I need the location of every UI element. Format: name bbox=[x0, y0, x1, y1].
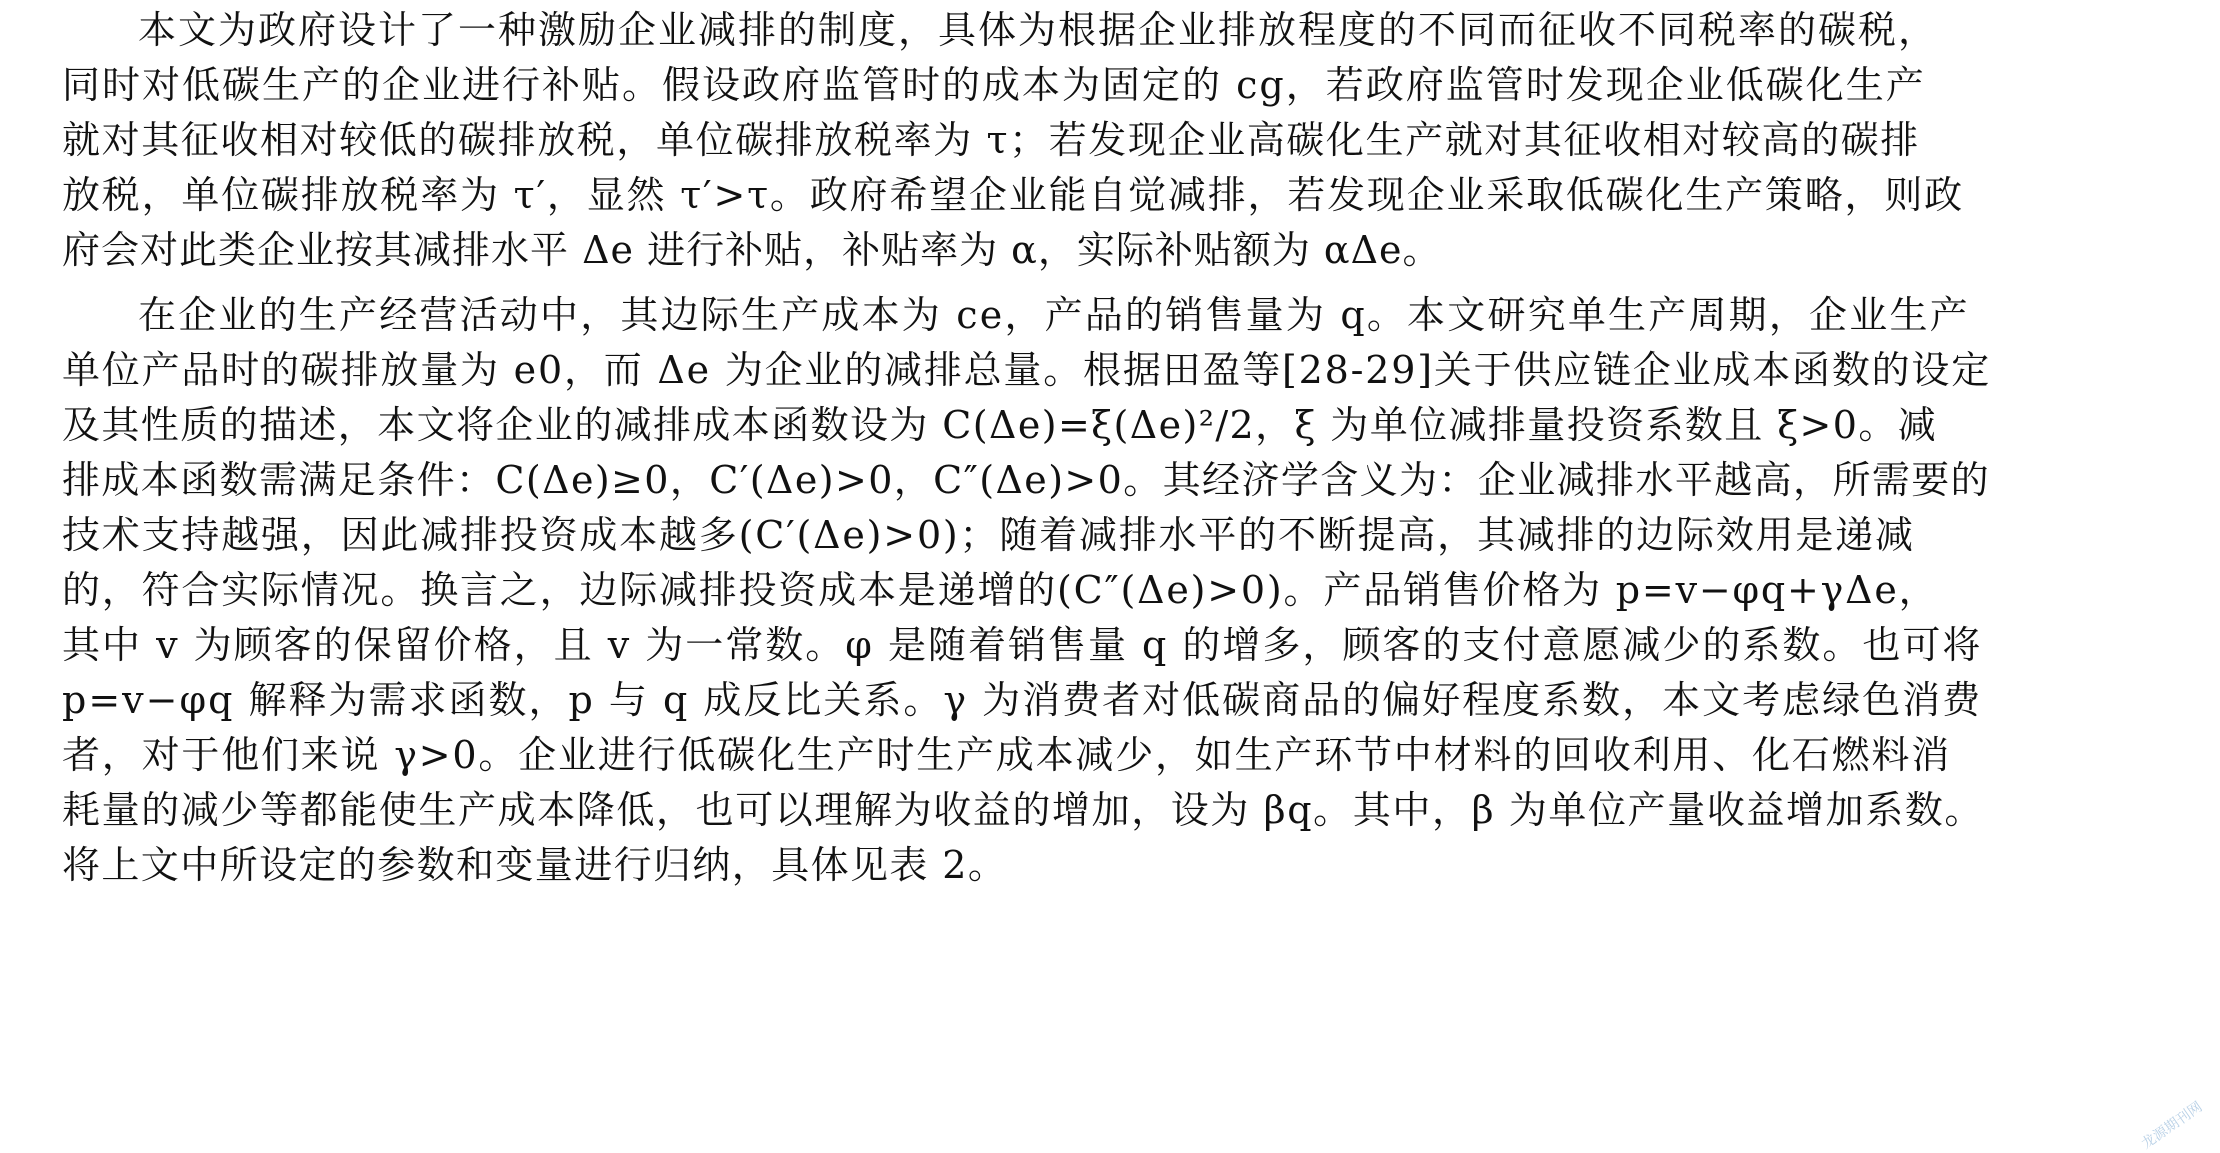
text-line: 排成本函数需满足条件：C(Δe)≥0，C′(Δe)>0，C″(Δe)>0。其经济学含义为：企业减排水平越高，所需要的 bbox=[62, 458, 1991, 502]
text-line: 的，符合实际情况。换言之，边际减排投资成本是递增的(C″(Δe)>0)。产品销售价格为 p=v−φq+γΔe， bbox=[62, 568, 1939, 612]
watermark: 龙源期刊网 bbox=[2138, 1099, 2206, 1153]
text-line: 单位产品时的碳排放量为 e0，而 Δe 为企业的减排总量。根据田盈等[28-29]关于供应链企业成本函数的设定 bbox=[62, 348, 1992, 392]
text-line: 者，对于他们来说 γ>0。企业进行低碳化生产时生产成本减少，如生产环节中材料的回收利用、化石燃料消 bbox=[62, 733, 1952, 777]
text-line: 耗量的减少等都能使生产成本降低，也可以理解为收益的增加，设为 βq。其中，β 为单位产量收益增加系数。 bbox=[62, 788, 1985, 832]
text-line: 本文为政府设计了一种激励企业减排的制度，具体为根据企业排放程度的不同而征收不同税率的碳税， bbox=[138, 8, 1939, 52]
text-line: 技术支持越强，因此减排投资成本越多(C′(Δe)>0)；随着减排水平的不断提高，其减排的边际效用是递减 bbox=[62, 513, 1915, 557]
text-line: 将上文中所设定的参数和变量进行归纳，具体见表 2。 bbox=[62, 843, 1008, 887]
text-line: 及其性质的描述，本文将企业的减排成本函数设为 C(Δe)=ξ(Δe)²/2，ξ 为单位减排量投资系数且 ξ>0。减 bbox=[62, 403, 1938, 447]
text-line: 放税，单位碳排放税率为 τ′，显然 τ′>τ。政府希望企业能自觉减排，若发现企业采取低碳化生产策略，则政 bbox=[62, 173, 1964, 217]
text-line: 其中 v 为顾客的保留价格，且 v 为一常数。φ 是随着销售量 q 的增多，顾客的支付意愿减少的系数。也可将 bbox=[62, 623, 1983, 667]
text-line: 就对其征收相对较低的碳排放税，单位碳排放税率为 τ；若发现企业高碳化生产就对其征收相对较高的碳排 bbox=[62, 118, 1920, 162]
text-line: 府会对此类企业按其减排水平 Δe 进行补贴，补贴率为 α，实际补贴额为 αΔe。 bbox=[62, 228, 1442, 272]
text-line: p=v−φq 解释为需求函数，p 与 q 成反比关系。γ 为消费者对低碳商品的偏好程度系数，本文考虑绿色消费 bbox=[62, 678, 1983, 722]
text-line: 同时对低碳生产的企业进行补贴。假设政府监管时的成本为固定的 cg，若政府监管时发现企业低碳化生产 bbox=[62, 63, 1926, 107]
text-line: 在企业的生产经营活动中，其边际生产成本为 ce，产品的销售量为 q。本文研究单生产周期，企业生产 bbox=[138, 293, 1970, 337]
